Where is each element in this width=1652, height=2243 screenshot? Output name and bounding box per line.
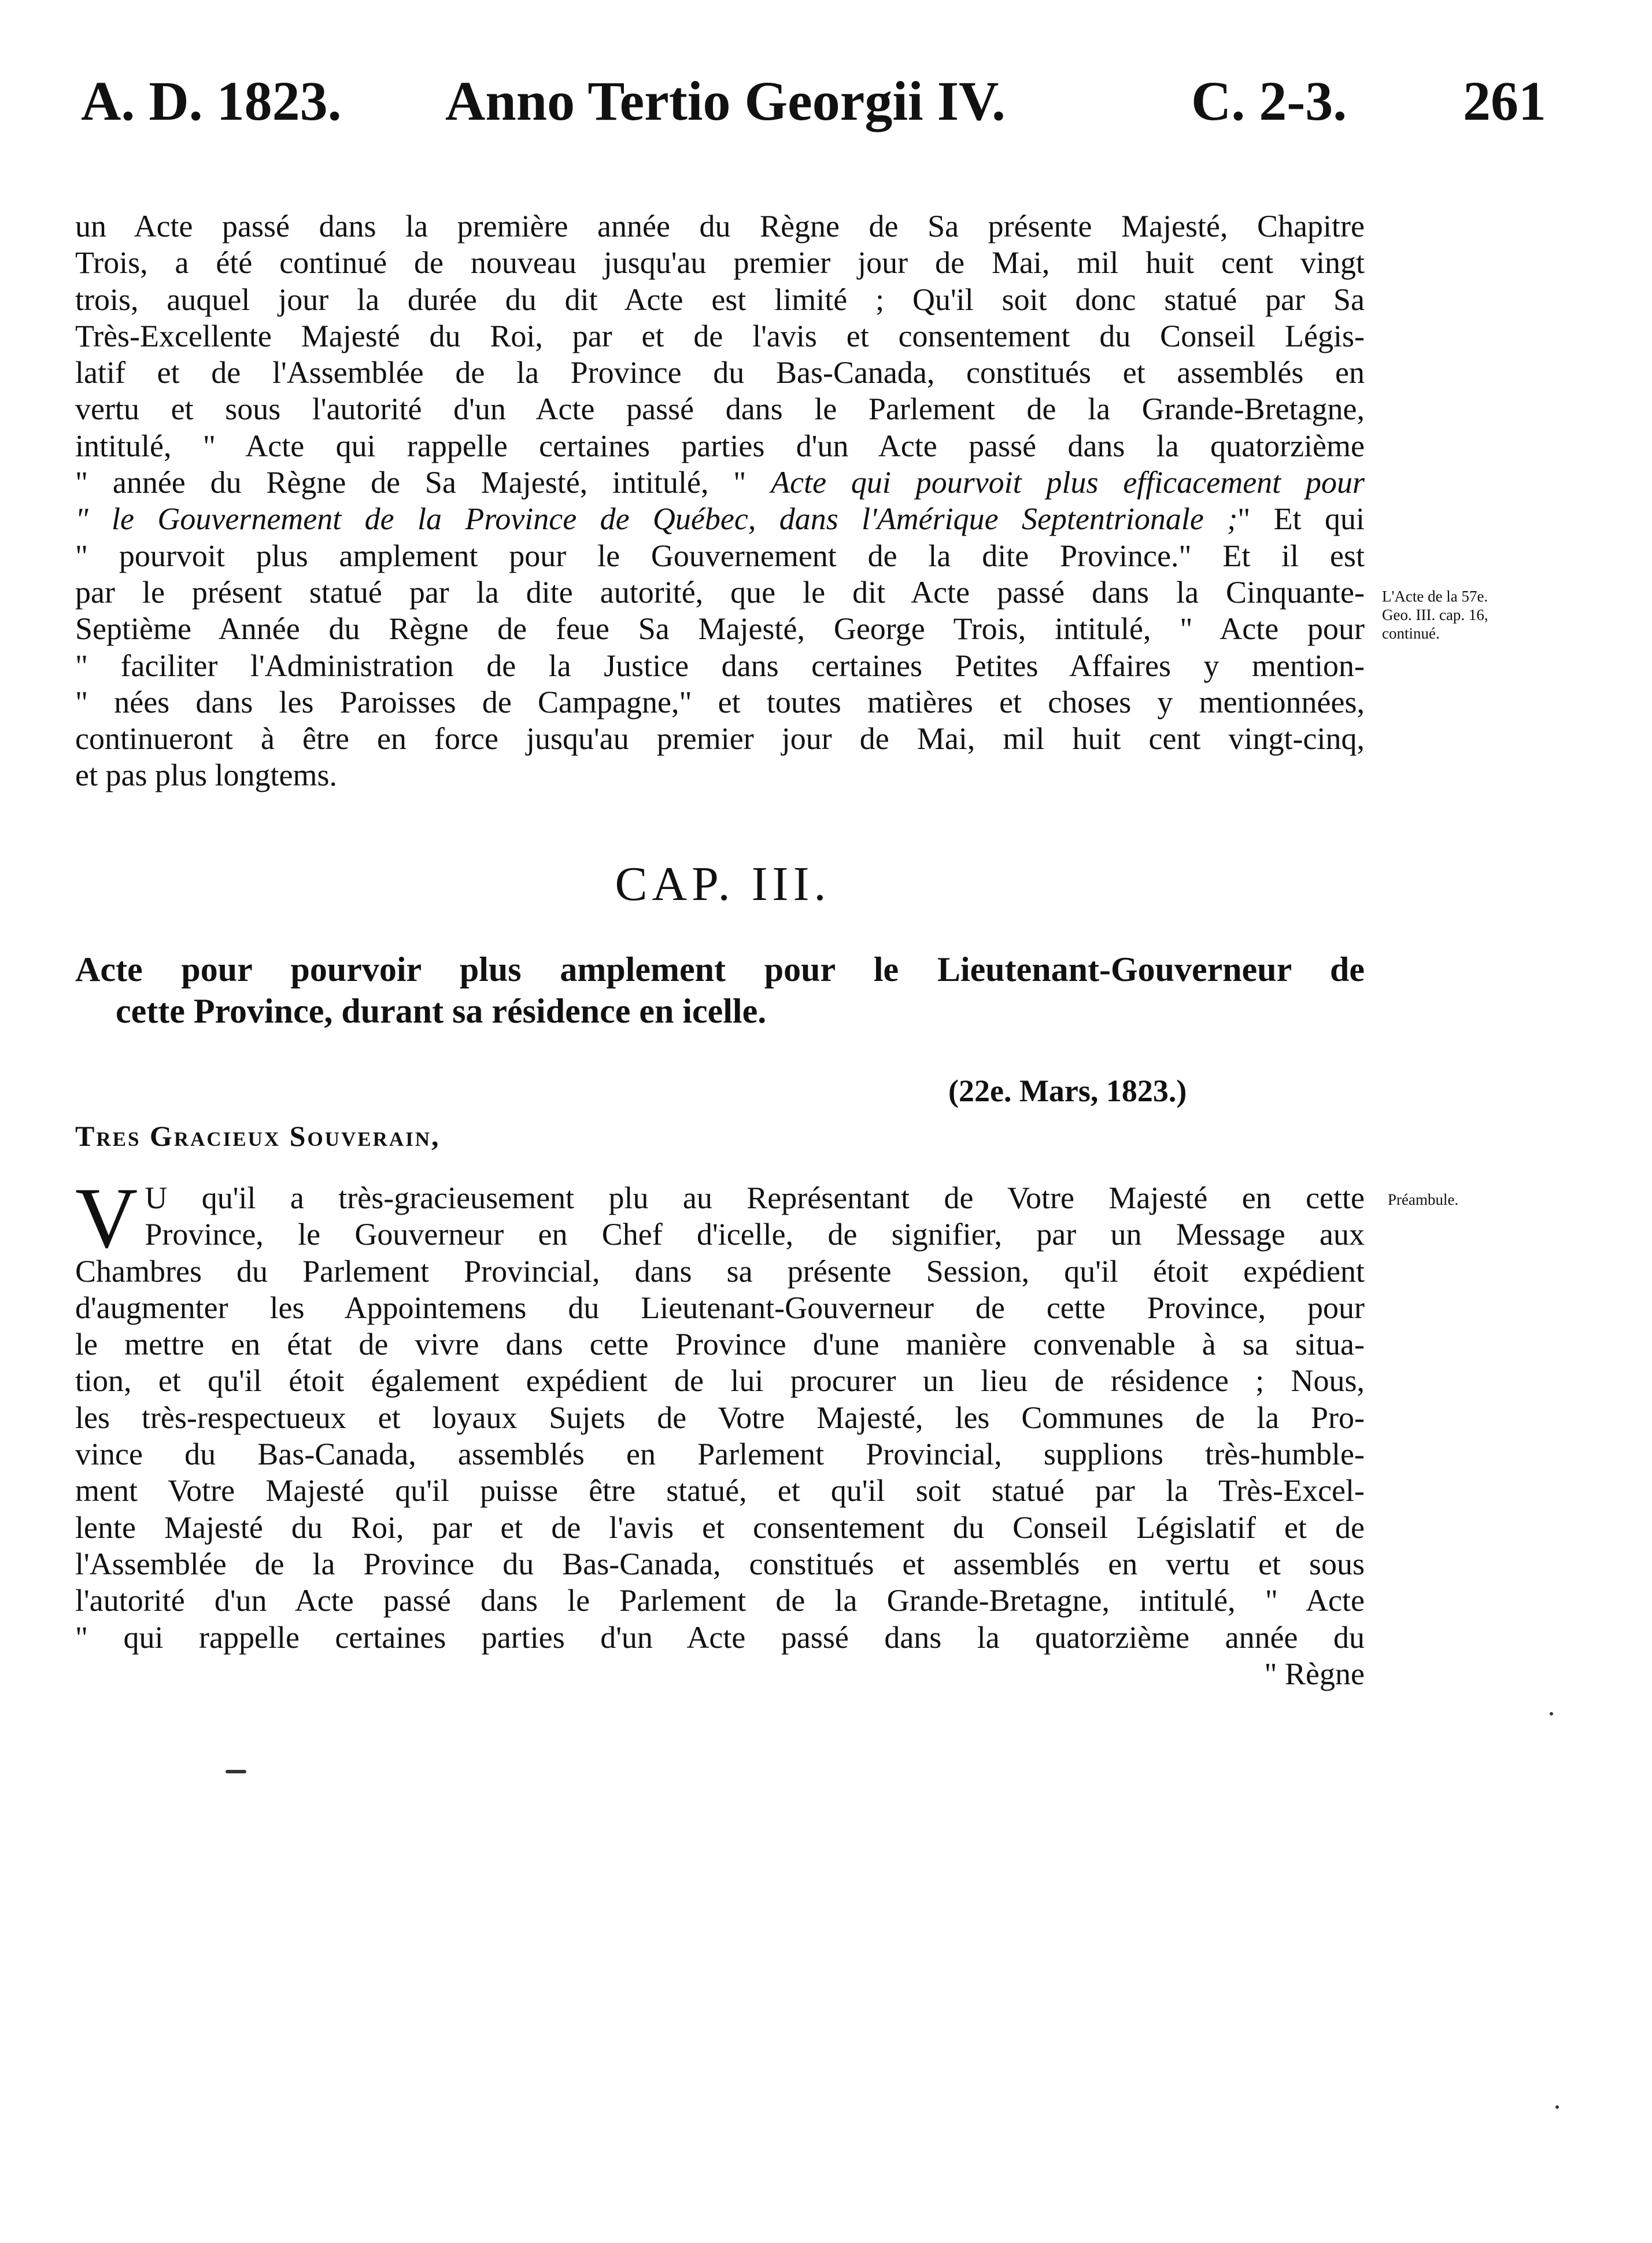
text-line: l'Assemblée de la Province du Bas-Canada, constitués et assemblés en vertu et sous [75,1546,1365,1581]
text-line: " pourvoit plus amplement pour le Gouvernement de la dite Province." Et il est [75,538,1365,573]
text-line: U qu'il a très-gracieusement plu au Représentant de Votre Majesté en cette [145,1180,1365,1215]
text-line: trois, auquel jour la durée du dit Acte est limité ; Qu'il soit donc statué par Sa [75,282,1365,317]
text-line [75,501,1365,537]
page-number: 261 [1463,70,1546,132]
margin-note-preambule: Préambule. [1388,1191,1459,1208]
text-line: Chambres du Parlement Provincial, dans sa présente Session, qu'il étoit expédient [75,1253,1365,1289]
text-line: un Acte passé dans la première année du Règne de Sa présente Majesté, Chapitre [75,209,1365,244]
header-chapter: C. 2-3. [1191,70,1347,132]
italic-title: " le Gouvernement de la Province de Québec, dans l'Amérique Septentrionale ; [75,501,1238,537]
drop-cap: V [75,1170,138,1266]
margin-note-line: continué. [1382,625,1440,642]
running-header [81,69,1546,133]
text-line: tion, et qu'il étoit également expédient de lui procurer un lieu de résidence ; Nous, [75,1363,1365,1399]
salutation: Tres Gracieux Souverain, [75,1120,441,1152]
text-line: latif et de l'Assemblée de la Province du Bas-Canada, constitués et assemblés en [75,355,1365,390]
header-title: Anno Tertio Georgii IV. [445,70,1006,132]
text-line: Septième Année du Règne de feue Sa Majesté, George Trois, intitulé, " Acte pour [75,611,1365,647]
text-line: continueront à être en force jusqu'au premier jour de Mai, mil huit cent vingt-cinq, [75,721,1365,757]
text-line: d'augmenter les Appointemens du Lieutenant-Gouverneur de cette Province, pour [75,1290,1365,1325]
chapter-heading: CAP. III. [615,857,831,911]
text-segment: " Et qui [1237,501,1365,537]
header-year: A. D. 1823. [81,70,342,132]
stray-mark [1555,2105,1559,2109]
text-line: ment Votre Majesté qu'il puisse être statué, et qu'il soit statué par la Très-Excel- [75,1473,1365,1508]
act-date: (22e. Mars, 1823.) [948,1073,1187,1108]
continuation-paragraph [75,208,1365,794]
text-line: Très-Excellente Majesté du Roi, par et de l'avis et consentement du Conseil Légis- [75,318,1365,353]
text-line: intitulé, " Acte qui rappelle certaines parties d'un Acte passé dans la quatorzième [75,428,1365,463]
text-line: vertu et sous l'autorité d'un Acte passé dans le Parlement de la Grande-Bretagne, [75,392,1365,427]
text-line: " qui rappelle certaines parties d'un Acte passé dans la quatorzième année du [75,1619,1365,1655]
text-line: l'autorité d'un Acte passé dans le Parlement de la Grande-Bretagne, intitulé, " Acte [75,1583,1365,1618]
text-line: vince du Bas-Canada, assemblés en Parlement Provincial, supplions très-humble- [75,1437,1365,1472]
text-line: " faciliter l'Administration de la Justice dans certaines Petites Affaires y mention- [75,648,1365,683]
act-title-line: Acte pour pourvoir plus amplement pour le Lieutenant-Gouverneur de [75,950,1365,988]
text-line: Trois, a été continué de nouveau jusqu'au premier jour de Mai, mil huit cent vingt [75,245,1365,281]
preamble-paragraph [75,1170,1365,1692]
stray-mark [226,1770,246,1773]
act-title [75,949,1365,1032]
text-line: lente Majesté du Roi, par et de l'avis et consentement du Conseil Législatif et de [75,1510,1365,1545]
text-line: et pas plus longtems. [75,758,337,793]
catchword: " Règne [1264,1656,1365,1691]
margin-note-line: Geo. III. cap. 16, [1382,606,1488,624]
act-title-line: cette Province, durant sa résidence en icelle. [116,992,767,1030]
stray-mark [1550,1712,1553,1716]
text-line: par le présent statué par la dite autorité, que le dit Acte passé dans la Cinquante- [75,574,1365,610]
text-line: les très-respectueux et loyaux Sujets de Votre Majesté, les Communes de la Pro- [75,1400,1365,1435]
text-line: Province, le Gouverneur en Chef d'icelle, de signifier, par un Message aux [145,1217,1365,1252]
margin-note-acte [1382,587,1488,643]
margin-note-line: L'Acte de la 57e. [1382,588,1488,605]
text-line: le mettre en état de vivre dans cette Province d'une manière convenable à sa situa- [75,1327,1365,1362]
italic-title: Acte qui pourvoit plus efficacement pour [771,465,1365,500]
text-line: " nées dans les Paroisses de Campagne," et toutes matières et choses y mentionnées, [75,684,1365,720]
text-line [75,464,1365,501]
text-segment: " année du Règne de Sa Majesté, intitulé, " [75,465,771,500]
